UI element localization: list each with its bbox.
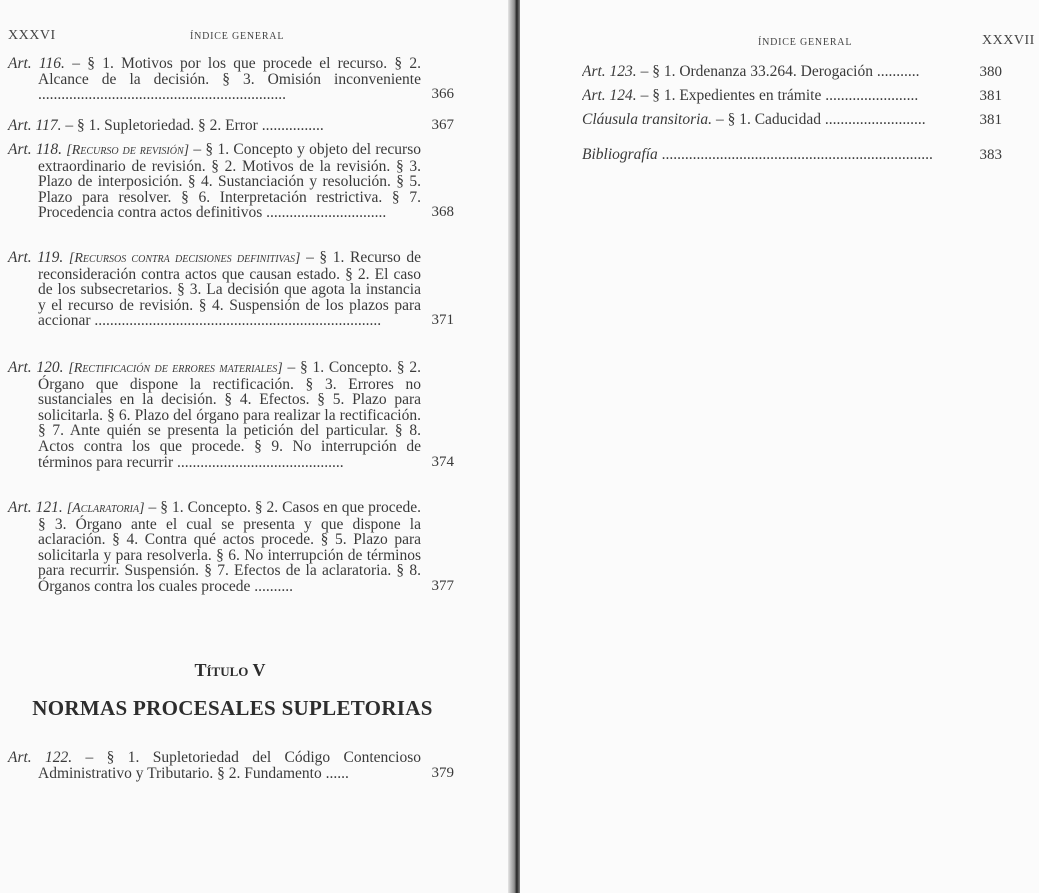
entry-art: Art. 122. [8, 749, 73, 766]
toc-entry-bibliografia [582, 147, 1002, 163]
entry-text: – § 1. Recurso de reconsideración contra actos que causan estado. § 2. El caso de los subsecretarios. § 3. La decisión que agota la instancia y el recurso de revisión. § 4. Suspensión de los plazos para accionar .......................................................................... [38, 249, 422, 330]
entry-page: 381 [974, 112, 1003, 128]
entry-page: 377 [431, 577, 454, 594]
entry-page: 379 [431, 764, 454, 781]
title-main: NORMAS PROCESALES SUPLETORIAS [32, 696, 433, 720]
toc-entry-118 [8, 141, 454, 222]
left-page [0, 0, 512, 893]
entry-page: 368 [431, 204, 454, 221]
entry-text: – § 1. Concepto. § 2. Casos en que procede. § 3. Órgano ante el cual se presenta y que dispone la aclaración. § 4. Contra qué actos procede. § 5. Plazo para solicitarla y para resolverla. § 6. No interrupción de términos para recurrir. Suspensión. § 7. Efectos de la aclaratoria. § 8. Órganos contra los cuales procede .......... [38, 499, 422, 595]
entry-heading: [Rectificación de errores materiales] [68, 361, 283, 376]
entry-heading: [Aclaratoria] [66, 501, 145, 516]
entry-heading: [Recursos contra decisiones definitivas] [68, 251, 301, 266]
toc-entry-122 [8, 749, 454, 782]
entry-art: Art. 121. [8, 499, 63, 516]
entry-art: Art. 116. [8, 55, 65, 72]
entry-page: 374 [431, 453, 454, 470]
entry-text: – § 1. Caducidad .......................... [715, 112, 926, 128]
entry-page: 383 [974, 147, 1003, 163]
entry-page: 380 [974, 64, 1003, 80]
title-label: Título V [194, 660, 266, 680]
entry-art: Art. 120. [8, 359, 64, 376]
entry-text: – § 1. Supletoriedad. § 2. Error ................ [65, 117, 324, 134]
right-page [520, 0, 1039, 893]
entry-art: Art. 123. [582, 64, 637, 80]
entry-page: 381 [974, 88, 1003, 104]
entry-art: Bibliografía [582, 147, 658, 163]
entry-text: – § 1. Expedientes en trámite ........................ [640, 88, 919, 104]
entry-text: – § 1. Ordenanza 33.264. Derogación ........... [640, 64, 920, 80]
entry-text: – § 1. Motivos por los que procede el recurso. § 2. Alcance de la decisión. § 3. Omisión inconveniente ................................................................ [38, 55, 422, 104]
entry-page: 366 [431, 86, 454, 103]
toc-entry-124 [582, 88, 1002, 104]
right-running-head: ÍNDICE GENERAL [758, 37, 853, 48]
entry-art: Art. 124. [582, 88, 637, 104]
toc-entry-123 [582, 64, 1002, 80]
toc-entry-117 [8, 117, 454, 134]
entry-page: 371 [431, 312, 454, 329]
entry-heading: [Recurso de revisión] [66, 143, 190, 158]
left-running-head: ÍNDICE GENERAL [190, 31, 285, 42]
entry-art: Art. 117. [8, 117, 62, 134]
toc-entry-119 [8, 249, 454, 330]
entry-text: – § 1. Concepto y objeto del recurso extraordinario de revisión. § 2. Motivos de la revisión. § 3. Plazo de interposición. § 4. Sustanciación y resolución. § 5. Plazo para resolver. § 6. Interpretación restrictiva. § 7. Procedencia contra actos definitivos ............................... [38, 141, 421, 222]
entry-text: – § 1. Concepto. § 2. Órgano que dispone la rectificación. § 3. Errores no sustanciales en la decisión. § 4. Efectos. § 5. Plazo para solicitarla. § 6. Plazo del órgano para realizar la rectificación. § 7. Ante quién se presenta la petición del particular. § 8. Actos contra los que procede. § 9. No interrupción de términos para recurrir ........................................... [38, 359, 421, 471]
toc-entry-120 [8, 359, 454, 471]
entry-text: – § 1. Supletoriedad del Código Contencioso Administrativo y Tributario. § 2. Fundamento ...... [38, 749, 422, 782]
entry-text: ...................................................................... [661, 147, 933, 163]
toc-entry-clausula [582, 112, 1002, 128]
toc-entry-116 [8, 55, 454, 104]
entry-page: 367 [431, 117, 454, 133]
entry-art: Art. 118. [8, 141, 62, 158]
entry-art: Cláusula transitoria. [582, 112, 713, 128]
left-page-number: XXXVI [8, 28, 56, 43]
entry-art: Art. 119. [8, 249, 64, 266]
toc-entry-121 [8, 499, 454, 595]
right-page-number: XXXVII [982, 33, 1035, 48]
